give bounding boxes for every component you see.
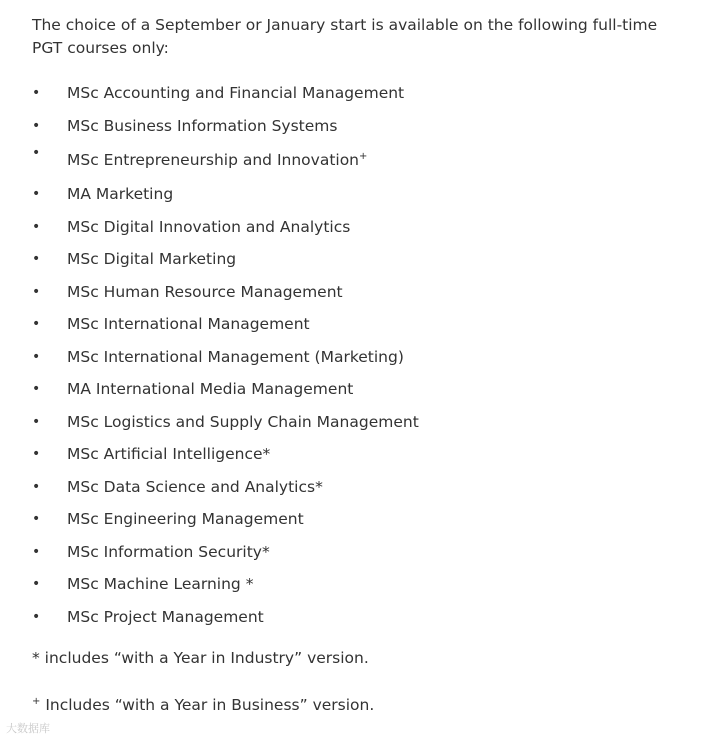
bullet-icon: •: [32, 446, 41, 462]
course-name: MSc Accounting and Financial Management: [67, 84, 405, 102]
course-name: MSc Data Science and Analytics*: [67, 477, 323, 496]
plus-mark: +: [32, 695, 41, 707]
course-item: [32, 281, 692, 314]
watermark-logo: 大数据库: [6, 722, 50, 735]
course-item: [32, 508, 692, 541]
bullet-icon: •: [32, 608, 41, 625]
course-item: [32, 541, 692, 574]
course-name: MSc Engineering Management: [67, 510, 304, 528]
course-name: MSc Human Resource Management: [67, 282, 343, 301]
bullet-icon: •: [32, 348, 41, 365]
course-item: [32, 378, 692, 411]
course-info-section: [32, 14, 692, 716]
bullet-icon: •: [32, 218, 41, 235]
intro-text: The choice of a September or January start is available on the following full-time PGT courses only:: [32, 16, 658, 57]
bullet-icon: •: [32, 117, 41, 134]
course-name: MSc Information Security*: [67, 542, 270, 561]
course-name: MSc International Management (Marketing): [67, 347, 404, 366]
course-name: MSc Entrepreneurship and Innovation: [67, 151, 360, 169]
course-name: MSc Digital Marketing: [67, 250, 237, 268]
course-item: [32, 248, 692, 281]
course-name: MSc Project Management: [67, 607, 264, 626]
plus-footnote-text: Includes “with a Year in Business” version.: [40, 696, 375, 714]
bullet-icon: •: [32, 478, 41, 495]
bullet-icon: •: [32, 381, 41, 397]
course-mark: +: [359, 150, 368, 162]
course-item: [32, 147, 692, 183]
course-item: [32, 476, 692, 509]
course-item: [32, 346, 692, 379]
bullet-icon: •: [32, 316, 41, 332]
course-item: [32, 216, 692, 249]
course-name: MA International Media Management: [67, 380, 354, 398]
course-item: [32, 443, 692, 476]
course-name: MSc Machine Learning *: [67, 575, 254, 593]
bullet-icon: •: [32, 186, 41, 202]
course-item: [32, 573, 692, 606]
plus-footnote: [32, 694, 692, 716]
course-name: MSc Business Information Systems: [67, 116, 338, 135]
bullet-icon: •: [32, 413, 41, 430]
course-name: MSc Artificial Intelligence*: [67, 445, 271, 463]
course-name: MSc International Management: [67, 315, 310, 333]
bullet-icon: •: [32, 85, 41, 101]
course-name: MA Marketing: [67, 185, 174, 203]
course-item: [32, 82, 692, 115]
course-item: [32, 313, 692, 346]
course-item: [32, 606, 692, 639]
course-name: MSc Digital Innovation and Analytics: [67, 217, 351, 236]
course-item: [32, 115, 692, 148]
bullet-icon: •: [32, 543, 41, 560]
bullet-icon: •: [32, 511, 41, 527]
course-list: [32, 82, 692, 638]
course-name: MSc Logistics and Supply Chain Management: [67, 412, 419, 431]
asterisk-footnote: * includes “with a Year in Industry” version.: [32, 649, 369, 667]
course-item: [32, 183, 692, 216]
bullet-icon: •: [32, 283, 41, 300]
bullet-icon: •: [32, 576, 41, 592]
bullet-icon: •: [32, 145, 41, 161]
bullet-icon: •: [32, 251, 41, 267]
course-item: [32, 411, 692, 444]
